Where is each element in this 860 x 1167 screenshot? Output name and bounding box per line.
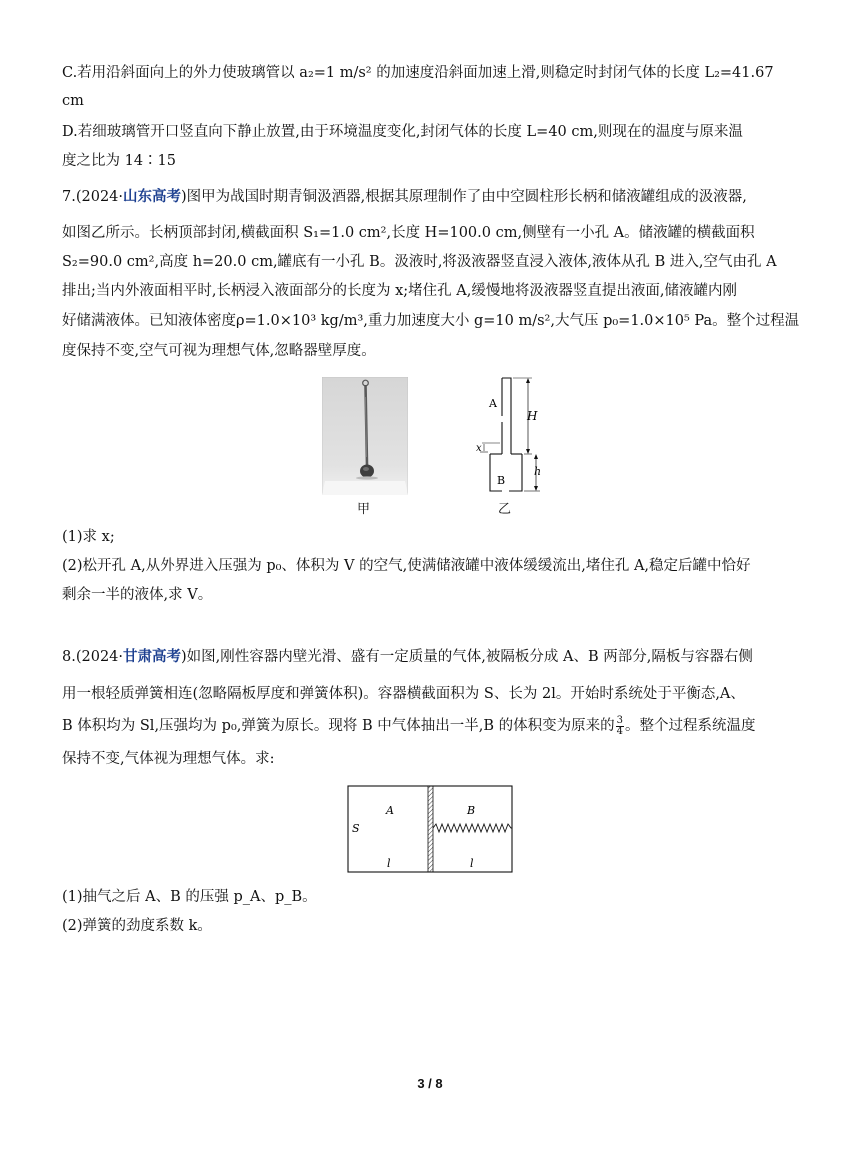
q8-diagram-label-l-left: l bbox=[387, 857, 391, 870]
q7-stem-line2: 如图乙所示。长柄顶部封闭,横截面积 S₁=1.0 cm²,长度 H=100.0 cm,侧壁有一小孔 A。储液罐的横截面积 bbox=[62, 225, 755, 241]
q8-diagram-label-s: S bbox=[352, 822, 360, 835]
q6-option-c-line1: C.若用沿斜面向上的外力使玻璃管以 a₂=1 m/s² 的加速度沿斜面加速上滑,则稳定时封闭气体的长度 L₂=41.67 bbox=[62, 65, 774, 81]
q7-stem-text: )图甲为战国时期青铜汲酒器,根据其原理制作了由中空圆柱形长柄和储液罐组成的汲液器, bbox=[181, 189, 747, 205]
q7-stem-line5: 好储满液体。已知液体密度ρ=1.0×10³ kg/m³,重力加速度大小 g=10 m/s²,大气压 p₀=1.0×10⁵ Pa。整个过程温 bbox=[62, 313, 800, 329]
q7-figure-jia-caption: 甲 bbox=[357, 502, 371, 517]
q7-diagram-label-a: A bbox=[489, 397, 497, 410]
q7-figure-yi-diagram bbox=[470, 374, 550, 498]
q7-sub2-line2: 剩余一半的液体,求 V。 bbox=[62, 587, 213, 603]
q7-figure-yi-caption: 乙 bbox=[498, 502, 512, 517]
q7-number: 7.(2024· bbox=[62, 189, 124, 205]
q7-sub1: (1)求 x; bbox=[62, 529, 115, 545]
q8-sub1: (1)抽气之后 A、B 的压强 p_A、p_B。 bbox=[62, 889, 317, 905]
q8-stem-line4: 保持不变,气体视为理想气体。求: bbox=[62, 751, 275, 767]
q8-stem-line3 bbox=[62, 715, 820, 737]
q6-option-d-line1: D.若细玻璃管开口竖直向下静止放置,由于环境温度变化,封闭气体的长度 L=40 cm,则现在的温度与原来温 bbox=[62, 124, 743, 140]
q8-container-diagram bbox=[344, 783, 514, 875]
q7-source: 山东高考 bbox=[123, 189, 182, 205]
q7-diagram-label-x: x bbox=[476, 443, 482, 454]
q8-stem-line3-text: B 体积均为 Sl,压强均为 p₀,弹簧为原长。现将 B 中气体抽出一半,B 的体积变为原来的 bbox=[62, 718, 615, 734]
q8-diagram-label-b: B bbox=[467, 804, 476, 817]
q6-option-c-line2: cm bbox=[62, 93, 84, 109]
q8-diagram-label-l-right: l bbox=[470, 857, 474, 870]
q7-stem-line3: S₂=90.0 cm²,高度 h=20.0 cm,罐底有一小孔 B。汲液时,将汲液器竖直浸入液体,液体从孔 B 进入,空气由孔 A bbox=[62, 254, 777, 270]
q6-option-d-line2: 度之比为 14∶15 bbox=[62, 153, 177, 169]
q8-stem-text: )如图,刚性容器内壁光滑、盛有一定质量的气体,被隔板分成 A、B 两部分,隔板与容器右侧 bbox=[181, 649, 753, 665]
q8-sub2: (2)弹簧的劲度系数 k。 bbox=[62, 918, 212, 934]
q8-stem-line2: 用一根轻质弹簧相连(忽略隔板厚度和弹簧体积)。容器横截面积为 S、长为 2l。开始时系统处于平衡态,A、 bbox=[62, 686, 745, 702]
q7-stem-line6: 度保持不变,空气可视为理想气体,忽略器壁厚度。 bbox=[62, 343, 376, 359]
q7-diagram-label-b: B bbox=[497, 474, 506, 487]
q7-stem-line4: 排出;当内外液面相平时,长柄浸入液面部分的长度为 x;堵住孔 A,缓慢地将汲液器竖直提出液面,储液罐内刚 bbox=[62, 283, 737, 299]
q8-stem-line3-tail: 。整个过程系统温度 bbox=[625, 718, 756, 734]
q8-stem-line1 bbox=[62, 646, 820, 668]
q8-diagram-label-a: A bbox=[386, 804, 394, 817]
q7-figure-jia-photo bbox=[322, 377, 408, 495]
q7-diagram-label-h-lower: h bbox=[534, 465, 542, 478]
q7-diagram-label-h-upper: H bbox=[527, 409, 538, 423]
q8-number: 8.(2024· bbox=[62, 649, 124, 665]
q7-stem-line1 bbox=[62, 186, 820, 208]
q8-fraction-three-quarters: $\frac{3}{4}$ bbox=[616, 714, 623, 737]
q7-sub2-line1: (2)松开孔 A,从外界进入压强为 p₀、体积为 V 的空气,使满储液罐中液体缓缓流出,堵住孔 A,稳定后罐中恰好 bbox=[62, 558, 751, 574]
q8-source: 甘肃高考 bbox=[123, 649, 182, 665]
page-number: 3 / 8 bbox=[417, 1076, 443, 1091]
